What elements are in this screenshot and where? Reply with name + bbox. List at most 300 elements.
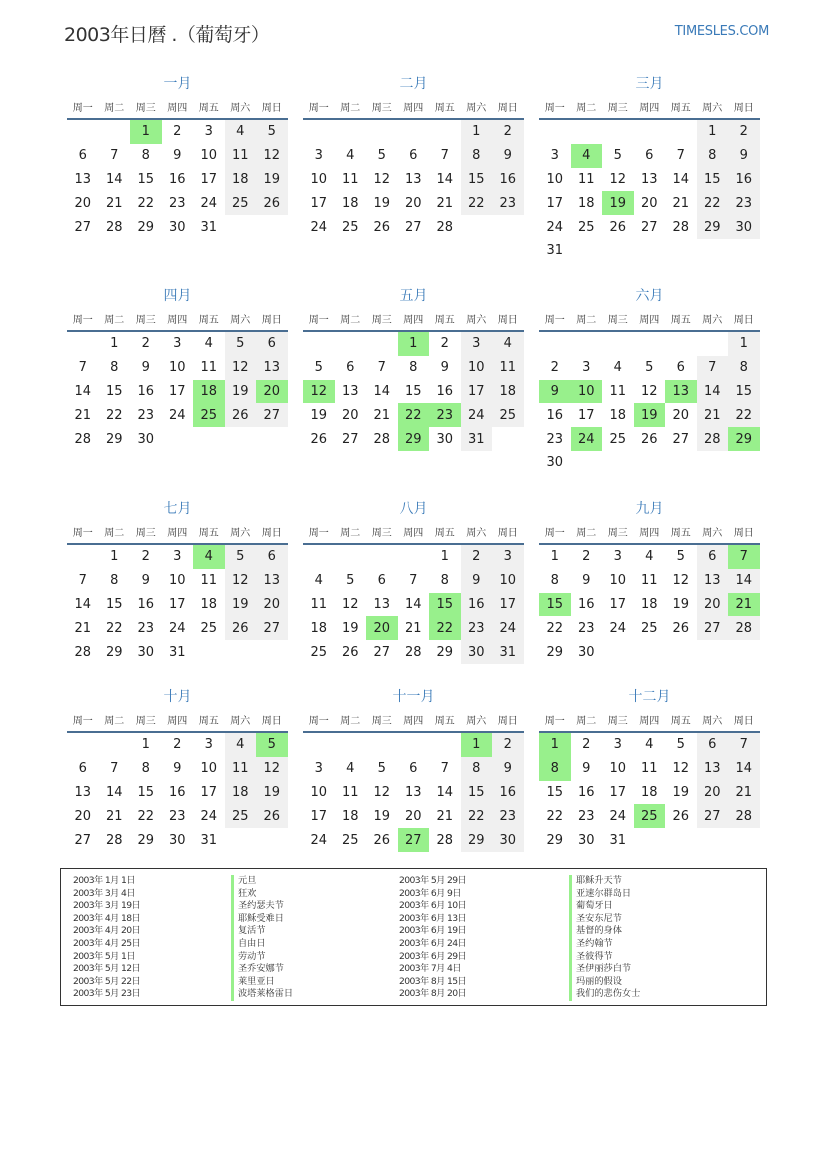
day-cell[interactable]: 24 [310,219,328,235]
day-cell[interactable]: 17 [609,784,627,800]
day-cell[interactable]: 24 [168,620,186,636]
day-cell[interactable]: 16 [546,407,564,423]
day-cell[interactable]: 11 [200,360,218,376]
day-cell[interactable]: 25 [225,191,257,215]
day-cell[interactable]: 16 [168,171,186,187]
day-cell[interactable]: 23 [137,620,155,636]
day-cell[interactable]: 18 [225,781,257,805]
day-cell[interactable]: 20 [404,808,422,824]
day-cell[interactable]: 22 [697,191,729,215]
day-cell[interactable]: 5 [314,360,323,376]
day-cell[interactable]: 29 [137,219,155,235]
day-cell[interactable]: 24 [609,808,627,824]
day-cell[interactable]: 20 [341,407,359,423]
day-cell[interactable]: 11 [341,784,359,800]
day-cell[interactable]: 9 [173,148,182,164]
day-cell[interactable]: 28 [728,804,760,828]
day-cell[interactable]: 29 [461,828,493,852]
day-cell[interactable]: 17 [168,383,186,399]
day-cell[interactable]: 25 [225,804,257,828]
day-cell[interactable]: 3 [613,737,622,753]
day-cell[interactable]: 27 [256,616,288,640]
day-cell[interactable]: 4 [346,761,355,777]
day-cell[interactable]: 19 [602,191,634,215]
day-cell[interactable]: 30 [577,832,595,848]
day-cell[interactable]: 28 [105,832,123,848]
day-cell[interactable]: 11 [200,573,218,589]
day-cell[interactable]: 9 [173,761,182,777]
day-cell[interactable]: 2 [173,737,182,753]
day-cell[interactable]: 1 [461,120,493,144]
day-cell[interactable]: 26 [373,832,391,848]
day-cell[interactable]: 14 [436,784,454,800]
day-cell[interactable]: 10 [200,761,218,777]
day-cell[interactable]: 23 [492,191,524,215]
day-cell[interactable]: 7 [440,148,449,164]
day-cell[interactable]: 15 [728,380,760,404]
day-cell[interactable]: 23 [461,616,493,640]
day-cell[interactable]: 5 [676,549,685,565]
day-cell[interactable]: 21 [728,781,760,805]
day-cell[interactable]: 20 [697,781,729,805]
day-cell[interactable]: 24 [546,219,564,235]
day-cell[interactable]: 17 [200,171,218,187]
day-cell[interactable]: 9 [492,757,524,781]
day-cell[interactable]: 23 [577,620,595,636]
day-cell[interactable]: 8 [409,360,418,376]
day-cell[interactable]: 10 [310,171,328,187]
day-cell[interactable]: 20 [697,593,729,617]
day-cell[interactable]: 7 [728,545,760,569]
day-cell[interactable]: 14 [105,171,123,187]
day-cell[interactable]: 4 [571,144,603,168]
day-cell[interactable]: 17 [168,596,186,612]
day-cell[interactable]: 1 [130,120,162,144]
day-cell[interactable]: 15 [461,781,493,805]
day-cell[interactable]: 17 [200,784,218,800]
day-cell[interactable]: 6 [676,360,685,376]
day-cell[interactable]: 3 [173,549,182,565]
day-cell[interactable]: 20 [672,407,690,423]
day-cell[interactable]: 17 [461,380,493,404]
day-cell[interactable]: 30 [728,215,760,239]
day-cell[interactable]: 8 [461,757,493,781]
day-cell[interactable]: 18 [341,808,359,824]
day-cell[interactable]: 14 [105,784,123,800]
day-cell[interactable]: 13 [697,569,729,593]
day-cell[interactable]: 23 [168,808,186,824]
day-cell[interactable]: 28 [105,219,123,235]
day-cell[interactable]: 25 [634,804,666,828]
day-cell[interactable]: 12 [256,144,288,168]
day-cell[interactable]: 1 [539,733,571,757]
day-cell[interactable]: 21 [728,593,760,617]
day-cell[interactable]: 13 [74,171,92,187]
day-cell[interactable]: 9 [539,380,571,404]
day-cell[interactable]: 8 [550,573,559,589]
day-cell[interactable]: 12 [672,573,690,589]
day-cell[interactable]: 27 [398,828,430,852]
day-cell[interactable]: 10 [492,569,524,593]
day-cell[interactable]: 20 [74,808,92,824]
day-cell[interactable]: 1 [440,549,449,565]
day-cell[interactable]: 5 [225,332,257,356]
day-cell[interactable]: 4 [492,332,524,356]
day-cell[interactable]: 8 [697,144,729,168]
day-cell[interactable]: 25 [577,219,595,235]
day-cell[interactable]: 28 [697,427,729,451]
day-cell[interactable]: 17 [546,195,564,211]
day-cell[interactable]: 25 [640,620,658,636]
day-cell[interactable]: 23 [546,431,564,447]
day-cell[interactable]: 22 [461,191,493,215]
day-cell[interactable]: 19 [256,168,288,192]
day-cell[interactable]: 22 [728,403,760,427]
day-cell[interactable]: 15 [137,784,155,800]
day-cell[interactable]: 22 [105,620,123,636]
day-cell[interactable]: 28 [74,644,92,660]
day-cell[interactable]: 27 [640,219,658,235]
day-cell[interactable]: 18 [609,407,627,423]
day-cell[interactable]: 30 [546,455,564,471]
day-cell[interactable]: 22 [546,620,564,636]
day-cell[interactable]: 6 [78,761,87,777]
day-cell[interactable]: 19 [225,380,257,404]
day-cell[interactable]: 5 [346,573,355,589]
day-cell[interactable]: 26 [310,431,328,447]
day-cell[interactable]: 2 [582,549,591,565]
day-cell[interactable]: 13 [256,569,288,593]
day-cell[interactable]: 22 [105,407,123,423]
day-cell[interactable]: 9 [492,144,524,168]
day-cell[interactable]: 21 [697,403,729,427]
day-cell[interactable]: 26 [373,219,391,235]
day-cell[interactable]: 15 [105,596,123,612]
day-cell[interactable]: 1 [141,737,150,753]
day-cell[interactable]: 31 [546,243,564,259]
day-cell[interactable]: 2 [141,336,150,352]
day-cell[interactable]: 21 [404,620,422,636]
day-cell[interactable]: 11 [492,356,524,380]
day-cell[interactable]: 6 [256,545,288,569]
day-cell[interactable]: 3 [204,124,213,140]
day-cell[interactable]: 25 [609,431,627,447]
day-cell[interactable]: 5 [676,737,685,753]
day-cell[interactable]: 14 [436,171,454,187]
day-cell[interactable]: 31 [168,644,186,660]
day-cell[interactable]: 18 [341,195,359,211]
day-cell[interactable]: 7 [78,573,87,589]
day-cell[interactable]: 25 [310,644,328,660]
day-cell[interactable]: 19 [256,781,288,805]
day-cell[interactable]: 26 [672,620,690,636]
day-cell[interactable]: 21 [436,808,454,824]
day-cell[interactable]: 27 [74,219,92,235]
day-cell[interactable]: 12 [373,171,391,187]
day-cell[interactable]: 12 [609,171,627,187]
day-cell[interactable]: 12 [640,383,658,399]
day-cell[interactable]: 19 [672,784,690,800]
day-cell[interactable]: 4 [225,733,257,757]
day-cell[interactable]: 20 [640,195,658,211]
day-cell[interactable]: 27 [341,431,359,447]
day-cell[interactable]: 31 [461,427,493,451]
day-cell[interactable]: 3 [613,549,622,565]
day-cell[interactable]: 15 [461,168,493,192]
day-cell[interactable]: 10 [168,573,186,589]
day-cell[interactable]: 7 [78,360,87,376]
day-cell[interactable]: 15 [404,383,422,399]
day-cell[interactable]: 4 [314,573,323,589]
day-cell[interactable]: 16 [168,784,186,800]
day-cell[interactable]: 26 [672,808,690,824]
day-cell[interactable]: 13 [404,171,422,187]
day-cell[interactable]: 30 [492,828,524,852]
day-cell[interactable]: 14 [672,171,690,187]
day-cell[interactable]: 4 [645,549,654,565]
day-cell[interactable]: 10 [200,148,218,164]
day-cell[interactable]: 6 [697,733,729,757]
day-cell[interactable]: 11 [225,757,257,781]
day-cell[interactable]: 6 [346,360,355,376]
day-cell[interactable]: 31 [609,832,627,848]
day-cell[interactable]: 17 [492,593,524,617]
day-cell[interactable]: 4 [346,148,355,164]
day-cell[interactable]: 1 [697,120,729,144]
day-cell[interactable]: 19 [341,620,359,636]
day-cell[interactable]: 3 [582,360,591,376]
day-cell[interactable]: 1 [461,733,493,757]
day-cell[interactable]: 12 [373,784,391,800]
day-cell[interactable]: 27 [373,644,391,660]
day-cell[interactable]: 28 [728,616,760,640]
day-cell[interactable]: 11 [310,596,328,612]
day-cell[interactable]: 31 [492,640,524,664]
day-cell[interactable]: 27 [74,832,92,848]
day-cell[interactable]: 18 [640,596,658,612]
day-cell[interactable]: 9 [582,573,591,589]
day-cell[interactable]: 4 [204,336,213,352]
day-cell[interactable]: 10 [461,356,493,380]
day-cell[interactable]: 21 [436,195,454,211]
day-cell[interactable]: 15 [539,593,571,617]
day-cell[interactable]: 27 [404,219,422,235]
day-cell[interactable]: 18 [193,380,225,404]
day-cell[interactable]: 8 [539,757,571,781]
day-cell[interactable]: 2 [582,737,591,753]
day-cell[interactable]: 20 [74,195,92,211]
day-cell[interactable]: 7 [110,761,119,777]
day-cell[interactable]: 13 [256,356,288,380]
day-cell[interactable]: 26 [225,403,257,427]
day-cell[interactable]: 3 [173,336,182,352]
day-cell[interactable]: 13 [404,784,422,800]
day-cell[interactable]: 29 [546,644,564,660]
day-cell[interactable]: 24 [200,195,218,211]
day-cell[interactable]: 21 [74,620,92,636]
day-cell[interactable]: 2 [173,124,182,140]
day-cell[interactable]: 9 [461,569,493,593]
day-cell[interactable]: 26 [341,644,359,660]
day-cell[interactable]: 28 [672,219,690,235]
day-cell[interactable]: 25 [193,403,225,427]
day-cell[interactable]: 8 [141,148,150,164]
day-cell[interactable]: 18 [310,620,328,636]
day-cell[interactable]: 7 [110,148,119,164]
day-cell[interactable]: 9 [582,761,591,777]
day-cell[interactable]: 26 [256,191,288,215]
day-cell[interactable]: 28 [373,431,391,447]
day-cell[interactable]: 30 [137,644,155,660]
day-cell[interactable]: 2 [141,549,150,565]
day-cell[interactable]: 22 [461,804,493,828]
day-cell[interactable]: 13 [341,383,359,399]
day-cell[interactable]: 29 [398,427,430,451]
day-cell[interactable]: 12 [225,569,257,593]
day-cell[interactable]: 23 [728,191,760,215]
day-cell[interactable]: 15 [546,784,564,800]
day-cell[interactable]: 6 [697,545,729,569]
day-cell[interactable]: 15 [429,593,461,617]
day-cell[interactable]: 31 [200,219,218,235]
day-cell[interactable]: 2 [461,545,493,569]
day-cell[interactable]: 27 [697,804,729,828]
day-cell[interactable]: 14 [373,383,391,399]
day-cell[interactable]: 19 [634,403,666,427]
day-cell[interactable]: 11 [225,144,257,168]
day-cell[interactable]: 30 [461,640,493,664]
day-cell[interactable]: 16 [577,596,595,612]
day-cell[interactable]: 2 [550,360,559,376]
day-cell[interactable]: 22 [137,195,155,211]
day-cell[interactable]: 26 [225,616,257,640]
day-cell[interactable]: 22 [398,403,430,427]
day-cell[interactable]: 26 [640,431,658,447]
day-cell[interactable]: 9 [728,144,760,168]
day-cell[interactable]: 14 [697,380,729,404]
day-cell[interactable]: 3 [314,148,323,164]
day-cell[interactable]: 8 [110,360,119,376]
day-cell[interactable]: 3 [461,332,493,356]
day-cell[interactable]: 4 [225,120,257,144]
day-cell[interactable]: 5 [645,360,654,376]
day-cell[interactable]: 18 [640,784,658,800]
day-cell[interactable]: 16 [137,383,155,399]
day-cell[interactable]: 2 [492,733,524,757]
day-cell[interactable]: 30 [137,431,155,447]
day-cell[interactable]: 7 [440,761,449,777]
day-cell[interactable]: 6 [256,332,288,356]
day-cell[interactable]: 24 [571,427,603,451]
day-cell[interactable]: 17 [609,596,627,612]
day-cell[interactable]: 19 [310,407,328,423]
day-cell[interactable]: 1 [398,332,430,356]
day-cell[interactable]: 29 [697,215,729,239]
day-cell[interactable]: 25 [341,219,359,235]
day-cell[interactable]: 30 [577,644,595,660]
day-cell[interactable]: 3 [314,761,323,777]
day-cell[interactable]: 27 [697,616,729,640]
day-cell[interactable]: 8 [461,144,493,168]
day-cell[interactable]: 19 [373,195,391,211]
day-cell[interactable]: 3 [204,737,213,753]
day-cell[interactable]: 14 [728,757,760,781]
day-cell[interactable]: 13 [697,757,729,781]
day-cell[interactable]: 5 [613,148,622,164]
day-cell[interactable]: 5 [377,148,386,164]
day-cell[interactable]: 29 [728,427,760,451]
day-cell[interactable]: 6 [645,148,654,164]
day-cell[interactable]: 26 [256,804,288,828]
day-cell[interactable]: 23 [429,403,461,427]
day-cell[interactable]: 11 [640,573,658,589]
day-cell[interactable]: 6 [78,148,87,164]
day-cell[interactable]: 19 [225,593,257,617]
day-cell[interactable]: 1 [110,549,119,565]
day-cell[interactable]: 5 [256,733,288,757]
day-cell[interactable]: 7 [377,360,386,376]
day-cell[interactable]: 8 [440,573,449,589]
day-cell[interactable]: 10 [609,761,627,777]
day-cell[interactable]: 16 [461,593,493,617]
day-cell[interactable]: 28 [436,832,454,848]
day-cell[interactable]: 7 [728,733,760,757]
day-cell[interactable]: 13 [665,380,697,404]
day-cell[interactable]: 4 [193,545,225,569]
day-cell[interactable]: 18 [577,195,595,211]
day-cell[interactable]: 13 [373,596,391,612]
day-cell[interactable]: 11 [640,761,658,777]
day-cell[interactable]: 2 [440,336,449,352]
day-cell[interactable]: 14 [74,596,92,612]
day-cell[interactable]: 31 [200,832,218,848]
day-cell[interactable]: 27 [256,403,288,427]
day-cell[interactable]: 21 [373,407,391,423]
day-cell[interactable]: 27 [672,431,690,447]
day-cell[interactable]: 18 [225,168,257,192]
day-cell[interactable]: 10 [609,573,627,589]
day-cell[interactable]: 18 [492,380,524,404]
day-cell[interactable]: 20 [256,380,288,404]
day-cell[interactable]: 17 [310,808,328,824]
day-cell[interactable]: 1 [110,336,119,352]
day-cell[interactable]: 21 [105,808,123,824]
day-cell[interactable]: 11 [577,171,595,187]
day-cell[interactable]: 30 [168,832,186,848]
day-cell[interactable]: 21 [74,407,92,423]
day-cell[interactable]: 25 [492,403,524,427]
day-cell[interactable]: 14 [74,383,92,399]
day-cell[interactable]: 19 [373,808,391,824]
day-cell[interactable]: 10 [310,784,328,800]
day-cell[interactable]: 20 [404,195,422,211]
day-cell[interactable]: 24 [609,620,627,636]
day-cell[interactable]: 6 [409,761,418,777]
day-cell[interactable]: 18 [200,596,218,612]
day-cell[interactable]: 26 [609,219,627,235]
day-cell[interactable]: 29 [546,832,564,848]
day-cell[interactable]: 5 [377,761,386,777]
day-cell[interactable]: 12 [256,757,288,781]
day-cell[interactable]: 11 [341,171,359,187]
day-cell[interactable]: 29 [137,832,155,848]
day-cell[interactable]: 16 [728,168,760,192]
day-cell[interactable]: 4 [613,360,622,376]
day-cell[interactable]: 20 [366,616,398,640]
day-cell[interactable]: 12 [225,356,257,380]
day-cell[interactable]: 8 [110,573,119,589]
day-cell[interactable]: 25 [341,832,359,848]
